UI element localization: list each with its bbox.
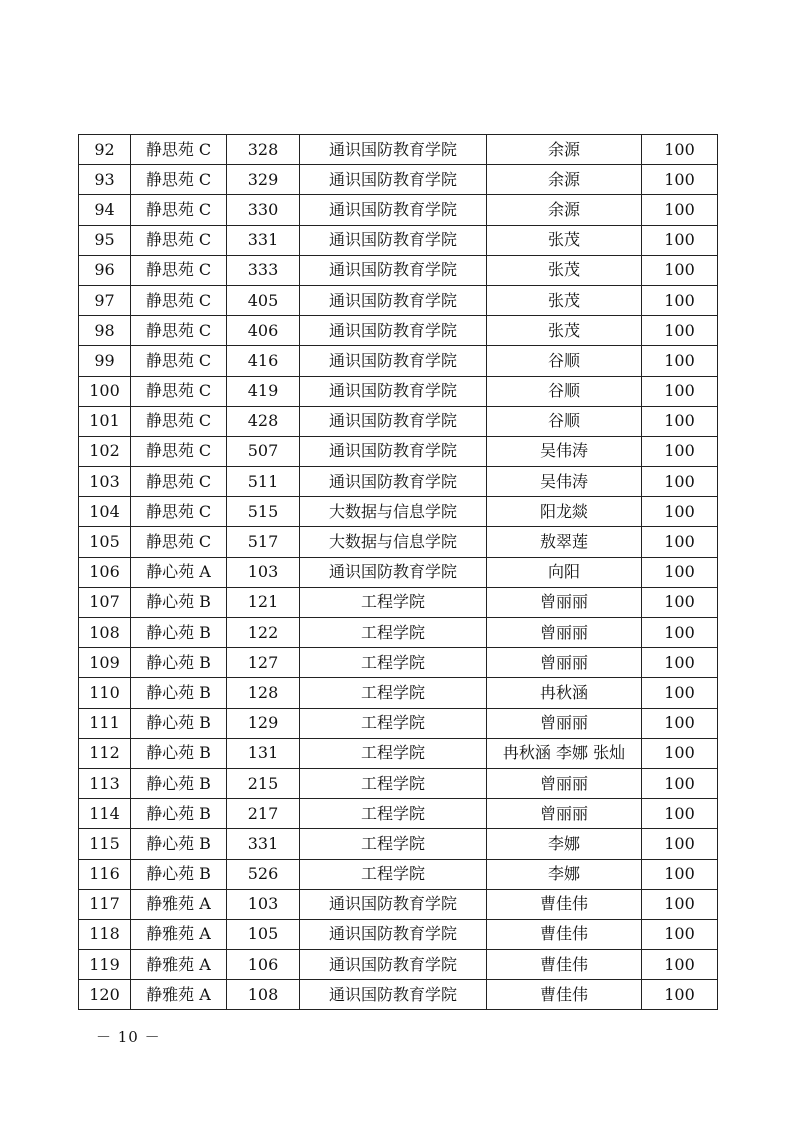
college-cell: 通识国防教育学院: [300, 135, 487, 165]
college-cell: 通识国防教育学院: [300, 436, 487, 466]
responsible-person-cell: 谷顺: [487, 346, 642, 376]
row-number-cell: 104: [79, 497, 131, 527]
score-cell: 100: [642, 316, 718, 346]
responsible-person-cell: 冉秋涵: [487, 678, 642, 708]
college-cell: 通识国防教育学院: [300, 889, 487, 919]
building-cell: 静思苑 C: [131, 165, 227, 195]
score-cell: 100: [642, 859, 718, 889]
table-row: [79, 406, 718, 436]
table-body: [79, 135, 718, 1010]
score-cell: 100: [642, 225, 718, 255]
college-cell: 通识国防教育学院: [300, 225, 487, 255]
college-cell: 通识国防教育学院: [300, 950, 487, 980]
building-cell: 静思苑 C: [131, 135, 227, 165]
row-number-cell: 101: [79, 406, 131, 436]
room-number-cell: 215: [227, 768, 300, 798]
room-number-cell: 121: [227, 587, 300, 617]
responsible-person-cell: 吴伟涛: [487, 467, 642, 497]
building-cell: 静心苑 B: [131, 708, 227, 738]
responsible-person-cell: 曾丽丽: [487, 708, 642, 738]
score-cell: 100: [642, 497, 718, 527]
responsible-person-cell: 李娜: [487, 829, 642, 859]
row-number-cell: 117: [79, 889, 131, 919]
building-cell: 静思苑 C: [131, 406, 227, 436]
college-cell: 通识国防教育学院: [300, 557, 487, 587]
building-cell: 静思苑 C: [131, 527, 227, 557]
row-number-cell: 92: [79, 135, 131, 165]
room-number-cell: 128: [227, 678, 300, 708]
building-cell: 静雅苑 A: [131, 950, 227, 980]
room-number-cell: 131: [227, 738, 300, 768]
table-row: [79, 467, 718, 497]
row-number-cell: 94: [79, 195, 131, 225]
college-cell: 通识国防教育学院: [300, 285, 487, 315]
score-cell: 100: [642, 678, 718, 708]
table-row: [79, 285, 718, 315]
row-number-cell: 109: [79, 648, 131, 678]
score-cell: 100: [642, 587, 718, 617]
table-row: [79, 497, 718, 527]
building-cell: 静雅苑 A: [131, 919, 227, 949]
score-cell: 100: [642, 346, 718, 376]
college-cell: 工程学院: [300, 648, 487, 678]
college-cell: 通识国防教育学院: [300, 316, 487, 346]
score-cell: 100: [642, 919, 718, 949]
building-cell: 静心苑 B: [131, 618, 227, 648]
room-number-cell: 511: [227, 467, 300, 497]
room-number-cell: 103: [227, 557, 300, 587]
row-number-cell: 99: [79, 346, 131, 376]
college-cell: 通识国防教育学院: [300, 376, 487, 406]
score-cell: 100: [642, 618, 718, 648]
dormitory-score-table: [78, 134, 718, 1010]
score-cell: 100: [642, 135, 718, 165]
room-number-cell: 129: [227, 708, 300, 738]
building-cell: 静思苑 C: [131, 346, 227, 376]
row-number-cell: 93: [79, 165, 131, 195]
row-number-cell: 114: [79, 799, 131, 829]
room-number-cell: 217: [227, 799, 300, 829]
college-cell: 通识国防教育学院: [300, 467, 487, 497]
row-number-cell: 118: [79, 919, 131, 949]
score-cell: 100: [642, 376, 718, 406]
score-cell: 100: [642, 406, 718, 436]
building-cell: 静思苑 C: [131, 255, 227, 285]
responsible-person-cell: 曹佳伟: [487, 980, 642, 1010]
responsible-person-cell: 曾丽丽: [487, 618, 642, 648]
responsible-person-cell: 谷顺: [487, 376, 642, 406]
table-row: [79, 527, 718, 557]
row-number-cell: 120: [79, 980, 131, 1010]
score-cell: 100: [642, 165, 718, 195]
table-row: [79, 708, 718, 738]
table-row: [79, 195, 718, 225]
row-number-cell: 100: [79, 376, 131, 406]
room-number-cell: 517: [227, 527, 300, 557]
responsible-person-cell: 张茂: [487, 255, 642, 285]
room-number-cell: 127: [227, 648, 300, 678]
score-cell: 100: [642, 889, 718, 919]
row-number-cell: 107: [79, 587, 131, 617]
responsible-person-cell: 曹佳伟: [487, 950, 642, 980]
building-cell: 静雅苑 A: [131, 980, 227, 1010]
page-number: － 10 －: [96, 1028, 161, 1046]
score-cell: 100: [642, 829, 718, 859]
score-cell: 100: [642, 799, 718, 829]
table-row: [79, 225, 718, 255]
responsible-person-cell: 张茂: [487, 225, 642, 255]
score-cell: 100: [642, 738, 718, 768]
college-cell: 通识国防教育学院: [300, 165, 487, 195]
room-number-cell: 105: [227, 919, 300, 949]
building-cell: 静心苑 B: [131, 768, 227, 798]
college-cell: 通识国防教育学院: [300, 346, 487, 376]
table-row: [79, 255, 718, 285]
building-cell: 静思苑 C: [131, 376, 227, 406]
score-cell: 100: [642, 708, 718, 738]
score-cell: 100: [642, 648, 718, 678]
row-number-cell: 119: [79, 950, 131, 980]
college-cell: 工程学院: [300, 618, 487, 648]
room-number-cell: 122: [227, 618, 300, 648]
table-row: [79, 557, 718, 587]
responsible-person-cell: 曾丽丽: [487, 768, 642, 798]
room-number-cell: 330: [227, 195, 300, 225]
college-cell: 工程学院: [300, 708, 487, 738]
table-row: [79, 165, 718, 195]
building-cell: 静思苑 C: [131, 316, 227, 346]
building-cell: 静心苑 B: [131, 648, 227, 678]
room-number-cell: 331: [227, 829, 300, 859]
building-cell: 静心苑 B: [131, 738, 227, 768]
responsible-person-cell: 向阳: [487, 557, 642, 587]
building-cell: 静思苑 C: [131, 285, 227, 315]
score-cell: 100: [642, 255, 718, 285]
room-number-cell: 416: [227, 346, 300, 376]
responsible-person-cell: 曹佳伟: [487, 919, 642, 949]
row-number-cell: 110: [79, 678, 131, 708]
college-cell: 通识国防教育学院: [300, 980, 487, 1010]
score-cell: 100: [642, 768, 718, 798]
building-cell: 静心苑 B: [131, 829, 227, 859]
row-number-cell: 106: [79, 557, 131, 587]
score-cell: 100: [642, 467, 718, 497]
building-cell: 静心苑 B: [131, 859, 227, 889]
room-number-cell: 428: [227, 406, 300, 436]
college-cell: 大数据与信息学院: [300, 527, 487, 557]
college-cell: 通识国防教育学院: [300, 195, 487, 225]
college-cell: 工程学院: [300, 799, 487, 829]
row-number-cell: 96: [79, 255, 131, 285]
college-cell: 大数据与信息学院: [300, 497, 487, 527]
building-cell: 静心苑 B: [131, 587, 227, 617]
score-cell: 100: [642, 436, 718, 466]
table-row: [79, 859, 718, 889]
room-number-cell: 103: [227, 889, 300, 919]
building-cell: 静思苑 C: [131, 225, 227, 255]
room-number-cell: 331: [227, 225, 300, 255]
row-number-cell: 113: [79, 768, 131, 798]
college-cell: 通识国防教育学院: [300, 406, 487, 436]
responsible-person-cell: 曾丽丽: [487, 587, 642, 617]
table-row: [79, 346, 718, 376]
row-number-cell: 112: [79, 738, 131, 768]
table-row: [79, 980, 718, 1010]
college-cell: 工程学院: [300, 678, 487, 708]
room-number-cell: 328: [227, 135, 300, 165]
room-number-cell: 106: [227, 950, 300, 980]
room-number-cell: 507: [227, 436, 300, 466]
building-cell: 静思苑 C: [131, 195, 227, 225]
score-cell: 100: [642, 950, 718, 980]
responsible-person-cell: 余源: [487, 195, 642, 225]
responsible-person-cell: 曾丽丽: [487, 648, 642, 678]
college-cell: 通识国防教育学院: [300, 919, 487, 949]
room-number-cell: 406: [227, 316, 300, 346]
table-row: [79, 919, 718, 949]
responsible-person-cell: 阳龙燚: [487, 497, 642, 527]
responsible-person-cell: 张茂: [487, 316, 642, 346]
table-row: [79, 768, 718, 798]
table-row: [79, 889, 718, 919]
row-number-cell: 98: [79, 316, 131, 346]
building-cell: 静心苑 B: [131, 799, 227, 829]
table-row: [79, 587, 718, 617]
building-cell: 静思苑 C: [131, 497, 227, 527]
table-row: [79, 436, 718, 466]
score-cell: 100: [642, 557, 718, 587]
row-number-cell: 103: [79, 467, 131, 497]
table-row: [79, 376, 718, 406]
college-cell: 工程学院: [300, 768, 487, 798]
room-number-cell: 515: [227, 497, 300, 527]
table-row: [79, 799, 718, 829]
score-cell: 100: [642, 285, 718, 315]
building-cell: 静雅苑 A: [131, 889, 227, 919]
responsible-person-cell: 冉秋涵 李娜 张灿: [487, 738, 642, 768]
row-number-cell: 108: [79, 618, 131, 648]
college-cell: 工程学院: [300, 859, 487, 889]
row-number-cell: 105: [79, 527, 131, 557]
responsible-person-cell: 吴伟涛: [487, 436, 642, 466]
responsible-person-cell: 曹佳伟: [487, 889, 642, 919]
responsible-person-cell: 敖翠莲: [487, 527, 642, 557]
row-number-cell: 111: [79, 708, 131, 738]
room-number-cell: 108: [227, 980, 300, 1010]
table-row: [79, 648, 718, 678]
room-number-cell: 419: [227, 376, 300, 406]
building-cell: 静心苑 B: [131, 678, 227, 708]
responsible-person-cell: 张茂: [487, 285, 642, 315]
table-row: [79, 678, 718, 708]
building-cell: 静思苑 C: [131, 436, 227, 466]
row-number-cell: 115: [79, 829, 131, 859]
building-cell: 静心苑 A: [131, 557, 227, 587]
table-row: [79, 135, 718, 165]
row-number-cell: 102: [79, 436, 131, 466]
building-cell: 静思苑 C: [131, 467, 227, 497]
row-number-cell: 97: [79, 285, 131, 315]
score-cell: 100: [642, 980, 718, 1010]
table-row: [79, 618, 718, 648]
table-row: [79, 316, 718, 346]
room-number-cell: 405: [227, 285, 300, 315]
responsible-person-cell: 曾丽丽: [487, 799, 642, 829]
row-number-cell: 95: [79, 225, 131, 255]
score-cell: 100: [642, 527, 718, 557]
table-row: [79, 738, 718, 768]
college-cell: 工程学院: [300, 587, 487, 617]
college-cell: 通识国防教育学院: [300, 255, 487, 285]
responsible-person-cell: 谷顺: [487, 406, 642, 436]
room-number-cell: 329: [227, 165, 300, 195]
responsible-person-cell: 李娜: [487, 859, 642, 889]
responsible-person-cell: 余源: [487, 165, 642, 195]
score-cell: 100: [642, 195, 718, 225]
responsible-person-cell: 余源: [487, 135, 642, 165]
room-number-cell: 526: [227, 859, 300, 889]
college-cell: 工程学院: [300, 829, 487, 859]
college-cell: 工程学院: [300, 738, 487, 768]
row-number-cell: 116: [79, 859, 131, 889]
room-number-cell: 333: [227, 255, 300, 285]
table-row: [79, 829, 718, 859]
table-row: [79, 950, 718, 980]
